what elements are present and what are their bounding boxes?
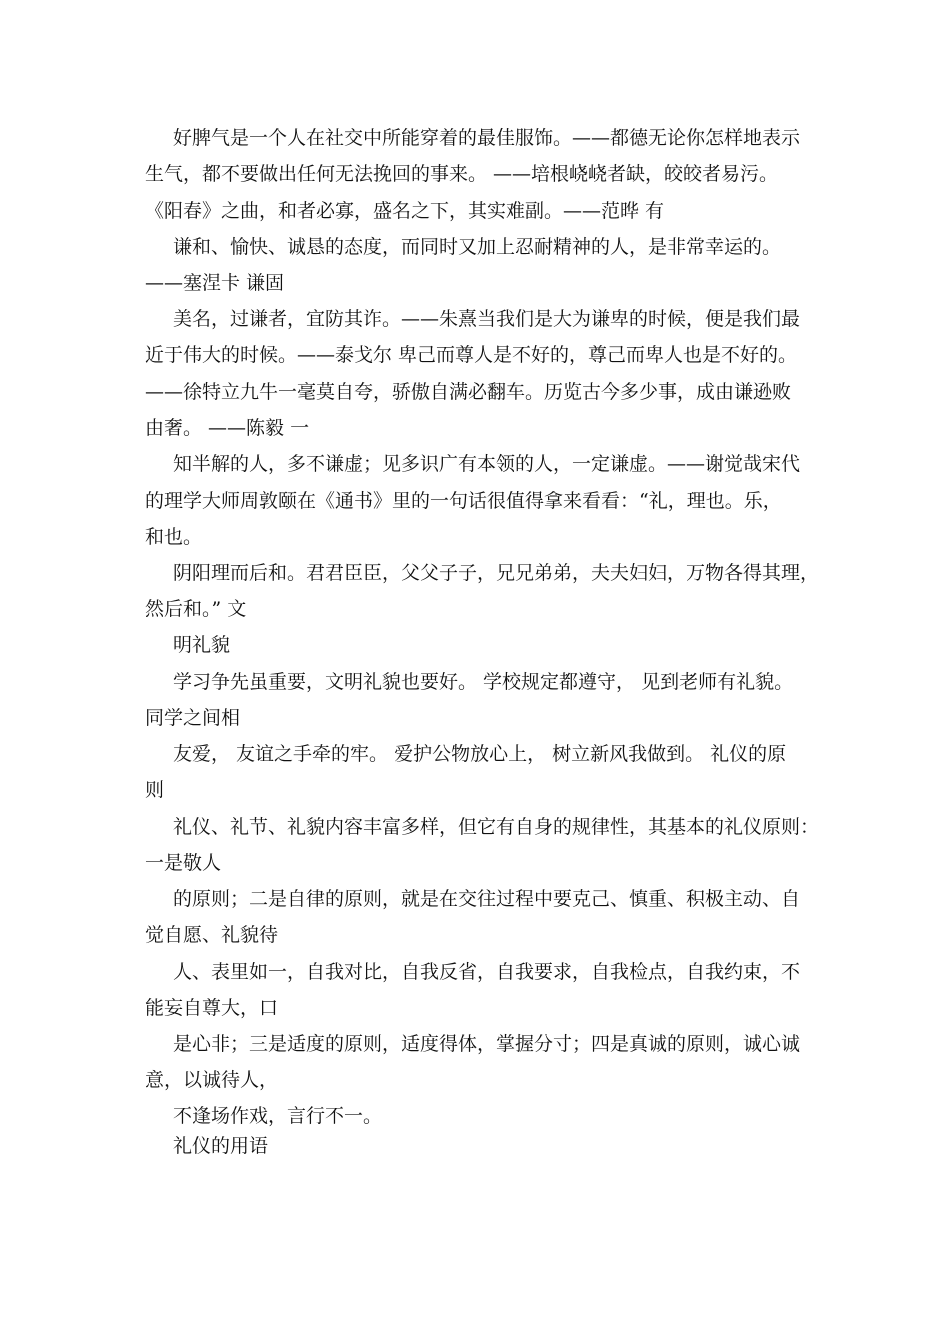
text-line: 《阳春》之曲，和者必寡，盛名之下，其实难副。——范晔 有 xyxy=(145,200,665,222)
text-line: 近于伟大的时候。——泰戈尔 卑己而尊人是不好的，尊己而卑人也是不好的。 xyxy=(145,344,798,366)
text-line: 生气，都不要做出任何无法挽回的事来。 ——培根峣峣者缺，皎皎者易污。 xyxy=(145,163,779,185)
text-line: 能妄自尊大，口 xyxy=(145,997,279,1019)
text-line: 同学之间相 xyxy=(145,707,241,729)
text-line: 由奢。 ——陈毅 一 xyxy=(145,417,310,439)
text-line: 明礼貌 xyxy=(173,634,231,656)
text-line: 礼仪、礼节、礼貌内容丰富多样，但它有自身的规律性，其基本的礼仪原则： xyxy=(173,816,820,838)
text-line: 礼仪的用语 xyxy=(173,1135,269,1157)
text-line: ——塞涅卡 谦固 xyxy=(145,272,285,294)
text-line: 是心非；三是适度的原则，适度得体，掌握分寸；四是真诚的原则，诚心诚 xyxy=(173,1033,801,1055)
text-line: 美名，过谦者，宜防其诈。——朱熹当我们是大为谦卑的时候，便是我们最 xyxy=(173,308,801,330)
text-line: 的理学大师周敦颐在《通书》里的一句话很值得拿来看看：“礼，理也。乐， xyxy=(145,490,782,512)
text-line: 学习争先虽重要，文明礼貌也要好。 学校规定都遵守， 见到老师有礼貌。 xyxy=(173,671,794,693)
text-line: 和也。 xyxy=(145,526,203,548)
text-line: 谦和、愉快、诚恳的态度，而同时又加上忍耐精神的人，是非常幸运的。 xyxy=(173,236,782,258)
text-line: ——徐特立九牛一毫莫自夸，骄傲自满必翻车。历览古今多少事，成由谦逊败 xyxy=(145,381,792,403)
text-line: 人、表里如一，自我对比，自我反省，自我要求，自我检点，自我约束，不 xyxy=(173,961,801,983)
text-line: 阴阳理而后和。君君臣臣，父父子子，兄兄弟弟，夫夫妇妇，万物各得其理， xyxy=(173,562,820,584)
text-line: 好脾气是一个人在社交中所能穿着的最佳服饰。——都德无论你怎样地表示 xyxy=(173,127,801,149)
text-line: 意，以诚待人， xyxy=(145,1069,279,1091)
text-line: 知半解的人，多不谦虚；见多识广有本领的人，一定谦虚。——谢觉哉宋代 xyxy=(173,453,801,475)
text-line: 的原则；二是自律的原则，就是在交往过程中要克己、慎重、积极主动、自 xyxy=(173,888,801,910)
text-line: 一是敬人 xyxy=(145,852,222,874)
text-line: 则 xyxy=(145,779,165,801)
text-line: 友爱， 友谊之手牵的牢。 爱护公物放心上， 树立新风我做到。 礼仪的原 xyxy=(173,743,787,765)
text-line: 不逢场作戏，言行不一。 xyxy=(173,1105,383,1127)
text-line: 然后和。” 文 xyxy=(145,598,247,620)
text-line: 觉自愿、礼貌待 xyxy=(145,924,279,946)
